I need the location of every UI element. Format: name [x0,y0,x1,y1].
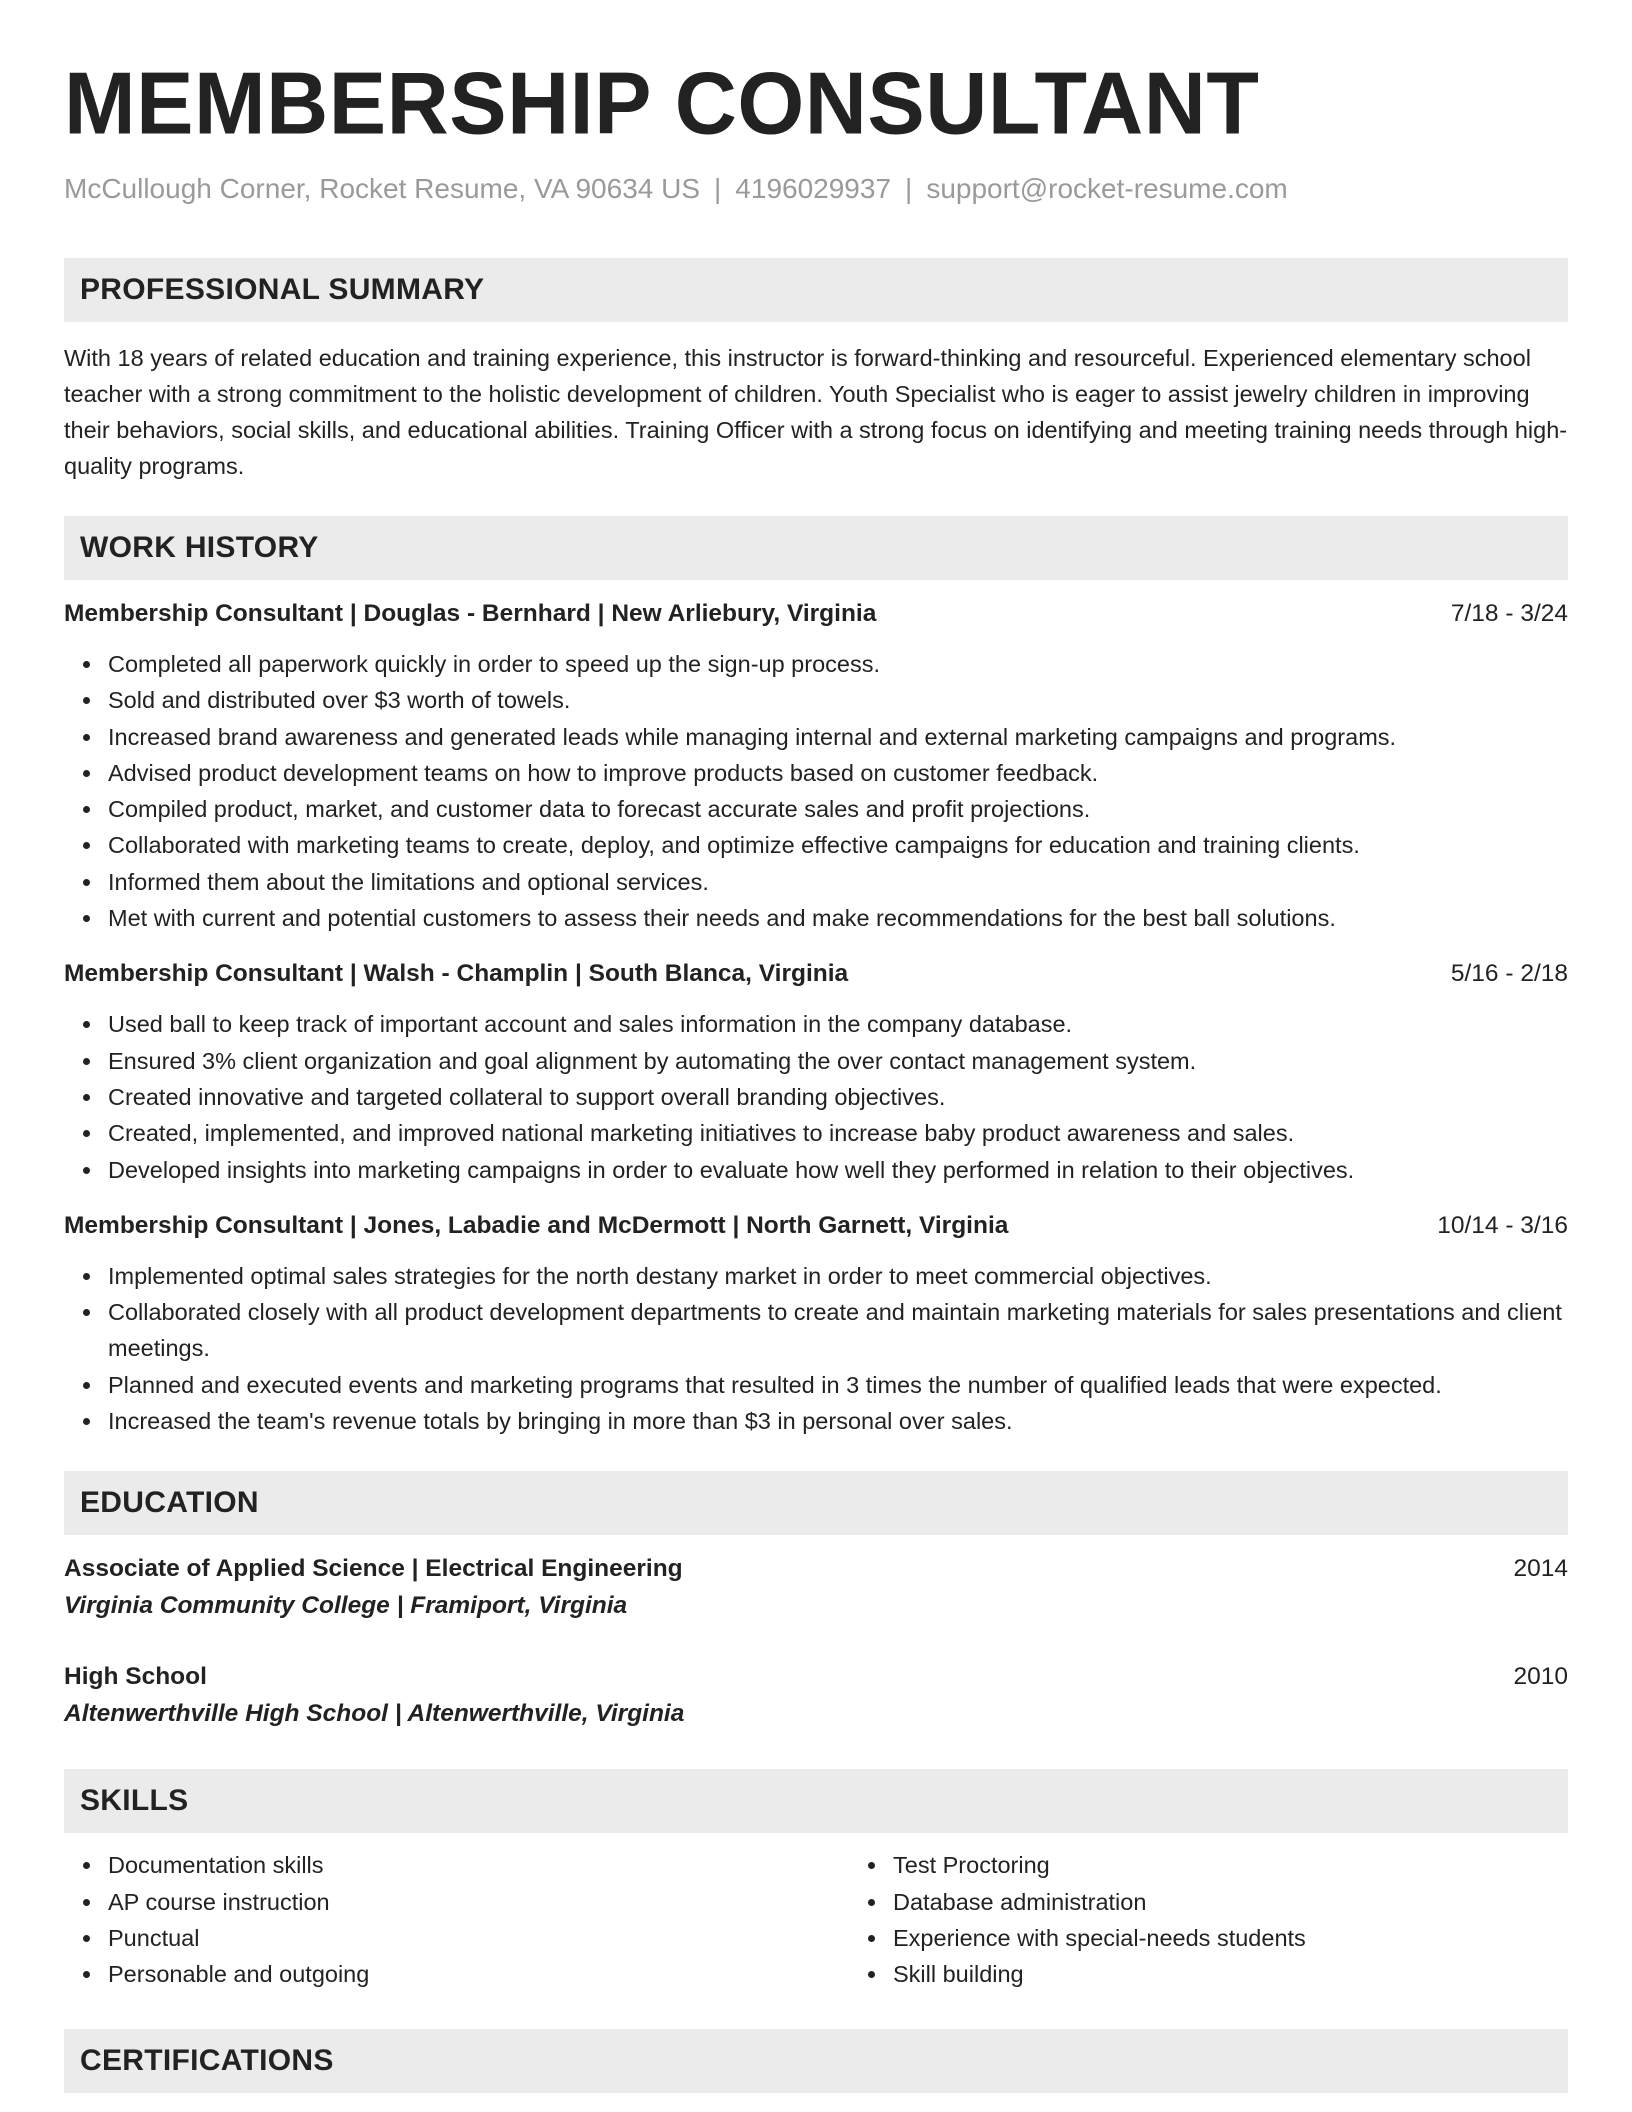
skill-item: Skill building [893,1956,1306,1992]
job-header [64,596,1568,632]
education-entry [64,1659,1568,1733]
education-year: 2014 [1513,1555,1568,1583]
skills-column-right [849,1847,1306,1992]
section-heading-work-history: WORK HISTORY [64,516,1568,580]
skill-item: Personable and outgoing [108,1956,849,1992]
contact-phone: 4196029937 [735,173,892,204]
job-entry [64,596,1568,936]
job-bullet: Met with current and potential customers to assess their needs and make recommendations for the best ball solutions. [108,900,1568,936]
skills-grid [64,1847,1568,1992]
job-dates: 7/18 - 3/24 [1450,600,1568,627]
section-heading-summary: PROFESSIONAL SUMMARY [64,258,1568,322]
contact-email: support@rocket-resume.com [926,173,1288,204]
job-bullet: Compiled product, market, and customer data to forecast accurate sales and profit projections. [108,791,1568,827]
education-school: Virginia Community College | Framiport, Virginia [64,1592,628,1620]
job-bullet: Planned and executed events and marketing programs that resulted in 3 times the number of qualified leads that were expected. [108,1367,1568,1403]
job-bullet: Implemented optimal sales strategies for the north destany market in order to meet commercial objectives. [108,1258,1568,1294]
section-heading-certifications: CERTIFICATIONS [64,2029,1568,2093]
job-bullet: Created innovative and targeted collateral to support overall branding objectives. [108,1079,1568,1115]
education-school: Altenwerthville High School | Altenwerthville, Virginia [64,1700,685,1728]
job-bullet: Collaborated closely with all product development departments to create and maintain marketing materials for sales presentations and client meetings. [108,1294,1568,1367]
job-header [64,956,1568,992]
education-entry [64,1551,1568,1625]
job-bullet: Created, implemented, and improved national marketing initiatives to increase baby product awareness and sales. [108,1115,1568,1151]
resume-name: MEMBERSHIP CONSULTANT [64,55,1260,153]
education-header [64,1551,1568,1587]
job-bullets [64,646,1568,936]
job-bullet: Ensured 3% client organization and goal alignment by automating the over contact management system. [108,1043,1568,1079]
section-heading-skills: SKILLS [64,1769,1568,1833]
education-year: 2010 [1513,1663,1568,1691]
contact-line [64,172,1568,206]
skill-item: Test Proctoring [893,1847,1306,1883]
contact-separator: | [714,173,722,204]
skill-item: AP course instruction [108,1884,849,1920]
job-title: Membership Consultant | Walsh - Champlin | South Blanca, Virginia [64,960,849,988]
job-bullets [64,1006,1568,1187]
job-dates: 5/16 - 2/18 [1450,960,1568,988]
education-degree: Associate of Applied Science | Electrical Engineering [64,1555,683,1583]
skill-item: Punctual [108,1920,849,1956]
contact-address: McCullough Corner, Rocket Resume, VA 90634 US [64,173,701,204]
job-bullet: Increased brand awareness and generated leads while managing internal and external marketing campaigns and programs. [108,719,1568,755]
skill-item: Experience with special-needs students [893,1920,1306,1956]
job-dates: 10/14 - 3/16 [1437,1211,1568,1239]
contact-separator: | [905,173,913,204]
education-degree: High School [64,1663,207,1691]
job-bullet: Advised product development teams on how to improve products based on customer feedback. [108,755,1568,791]
job-entry [64,1208,1568,1439]
job-bullets [64,1258,1568,1439]
job-bullet: Informed them about the limitations and optional services. [108,864,1568,900]
job-bullet: Completed all paperwork quickly in order to speed up the sign-up process. [108,646,1568,682]
job-title: Membership Consultant | Jones, Labadie and McDermott | North Garnett, Virginia [64,1211,1009,1239]
job-bullet: Increased the team's revenue totals by bringing in more than $3 in personal over sales. [108,1403,1568,1439]
job-bullet: Used ball to keep track of important account and sales information in the company database. [108,1006,1568,1042]
skill-item: Database administration [893,1884,1306,1920]
job-bullet: Developed insights into marketing campaigns in order to evaluate how well they performed in relation to their objectives. [108,1152,1568,1188]
job-header [64,1208,1568,1244]
job-entry [64,956,1568,1187]
summary-text: With 18 years of related education and training experience, this instructor is forward-thinking and resourceful. Experienced elementary school teacher with a strong commitment to the holistic development of children. Youth Specialist who is eager to assist jewelry children in improving their behaviors, social skills, and educational abilities. Training Officer with a strong focus on identifying and meeting training needs through high-quality programs. [64,345,1568,479]
job-title: Membership Consultant | Douglas - Bernhard | New Arliebury, Virginia [64,600,877,627]
education-header [64,1659,1568,1695]
job-bullet: Sold and distributed over $3 worth of towels. [108,682,1568,718]
section-heading-education: EDUCATION [64,1471,1568,1535]
job-bullet: Collaborated with marketing teams to create, deploy, and optimize effective campaigns for education and training clients. [108,827,1568,863]
skill-item: Documentation skills [108,1847,849,1883]
skills-column-left [64,1847,849,1992]
